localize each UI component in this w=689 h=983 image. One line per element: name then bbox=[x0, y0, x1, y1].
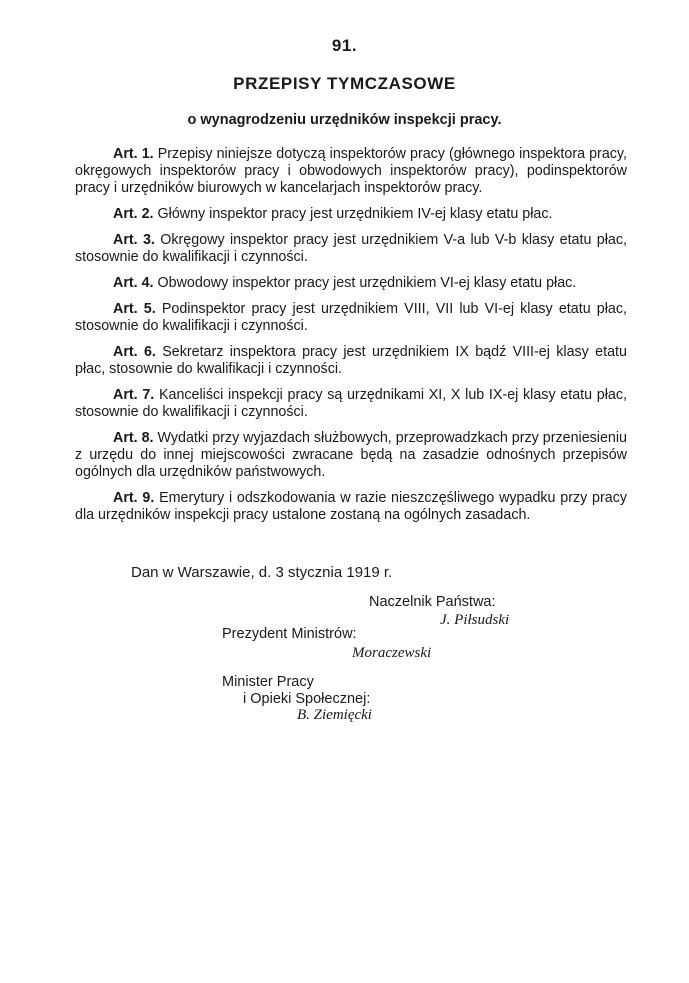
article-7 bbox=[75, 387, 627, 421]
article-label: Art. 3. bbox=[113, 232, 155, 248]
article-text: Emerytury i odszkodowania w razie nieszczęśliwego wypadku przy pracy dla urzędników inspekcji pracy ustalone zostaną na ogólnych zasadach. bbox=[75, 490, 627, 523]
signature-name-ziemiecki: B. Ziemięcki bbox=[297, 707, 372, 723]
article-label: Art. 5. bbox=[113, 301, 156, 317]
article-label: Art. 4. bbox=[113, 275, 154, 291]
article-9 bbox=[75, 490, 627, 524]
article-text: Okręgowy inspektor pracy jest urzędnikiem V-a lub V-b klasy etatu płac, stosownie do kwalifikacji i czynności. bbox=[75, 232, 627, 265]
document-subtitle: o wynagrodzeniu urzędników inspekcji pracy. bbox=[187, 112, 502, 128]
article-text: Główny inspektor pracy jest urzędnikiem IV-ej klasy etatu płac. bbox=[157, 206, 553, 222]
document-title: PRZEPISY TYMCZASOWE bbox=[233, 74, 456, 93]
article-text: Kanceliści inspekcji pracy są urzędnikami XI, X lub IX-ej klasy etatu płac, stosownie do kwalifikacji i czynności. bbox=[75, 387, 627, 420]
article-label: Art. 1. bbox=[113, 146, 154, 162]
signature-role-head-of-state: Naczelnik Państwa: bbox=[369, 594, 496, 610]
article-1 bbox=[75, 146, 627, 197]
article-2 bbox=[75, 206, 627, 223]
signature-role-minister-line-2: i Opieki Społecznej: bbox=[243, 691, 371, 707]
article-8 bbox=[75, 430, 627, 481]
article-4 bbox=[75, 275, 627, 292]
article-text: Przepisy niniejsze dotyczą inspektorów pracy (głównego inspektora pracy, okręgowych inspektorów pracy i obwodowych inspektorów pracy), podinspektorów pracy i urzędników biurowych w kancelarjach inspektorów pracy. bbox=[75, 146, 627, 196]
article-label: Art. 9. bbox=[113, 490, 155, 506]
signature-name-pilsudski: J. Piłsudski bbox=[440, 612, 510, 628]
page-number: 91. bbox=[331, 36, 358, 55]
article-text: Obwodowy inspektor pracy jest urzędnikiem VI-ej klasy etatu płac. bbox=[157, 275, 577, 291]
article-text: Sekretarz inspektora pracy jest urzędnikiem IX bądź VIII-ej klasy etatu płac, stosownie do kwalifikacji i czynności. bbox=[75, 344, 627, 377]
signature-role-prime-minister: Prezydent Ministrów: bbox=[222, 626, 357, 642]
articles-list bbox=[75, 146, 627, 533]
date-line: Dan w Warszawie, d. 3 stycznia 1919 r. bbox=[131, 564, 393, 581]
article-label: Art. 7. bbox=[113, 387, 155, 403]
article-text: Wydatki przy wyjazdach służbowych, przeprowadzkach przy przeniesieniu z urzędu do innej miejscowości zwracane będą na zasadzie odnośnych przepisów ogólnych dla urzędników państwowych. bbox=[75, 430, 628, 480]
article-6 bbox=[75, 344, 627, 378]
article-text: Podinspektor pracy jest urzędnikiem VIII, VII lub VI-ej klasy etatu płac, stosownie do kwalifikacji i czynności. bbox=[75, 301, 627, 334]
article-3 bbox=[75, 232, 627, 266]
article-label: Art. 2. bbox=[113, 206, 154, 222]
signature-name-moraczewski: Moraczewski bbox=[352, 645, 432, 661]
signature-role-minister-line-1: Minister Pracy bbox=[222, 674, 314, 690]
article-label: Art. 6. bbox=[113, 344, 156, 360]
article-label: Art. 8. bbox=[113, 430, 154, 446]
article-5 bbox=[75, 301, 627, 335]
